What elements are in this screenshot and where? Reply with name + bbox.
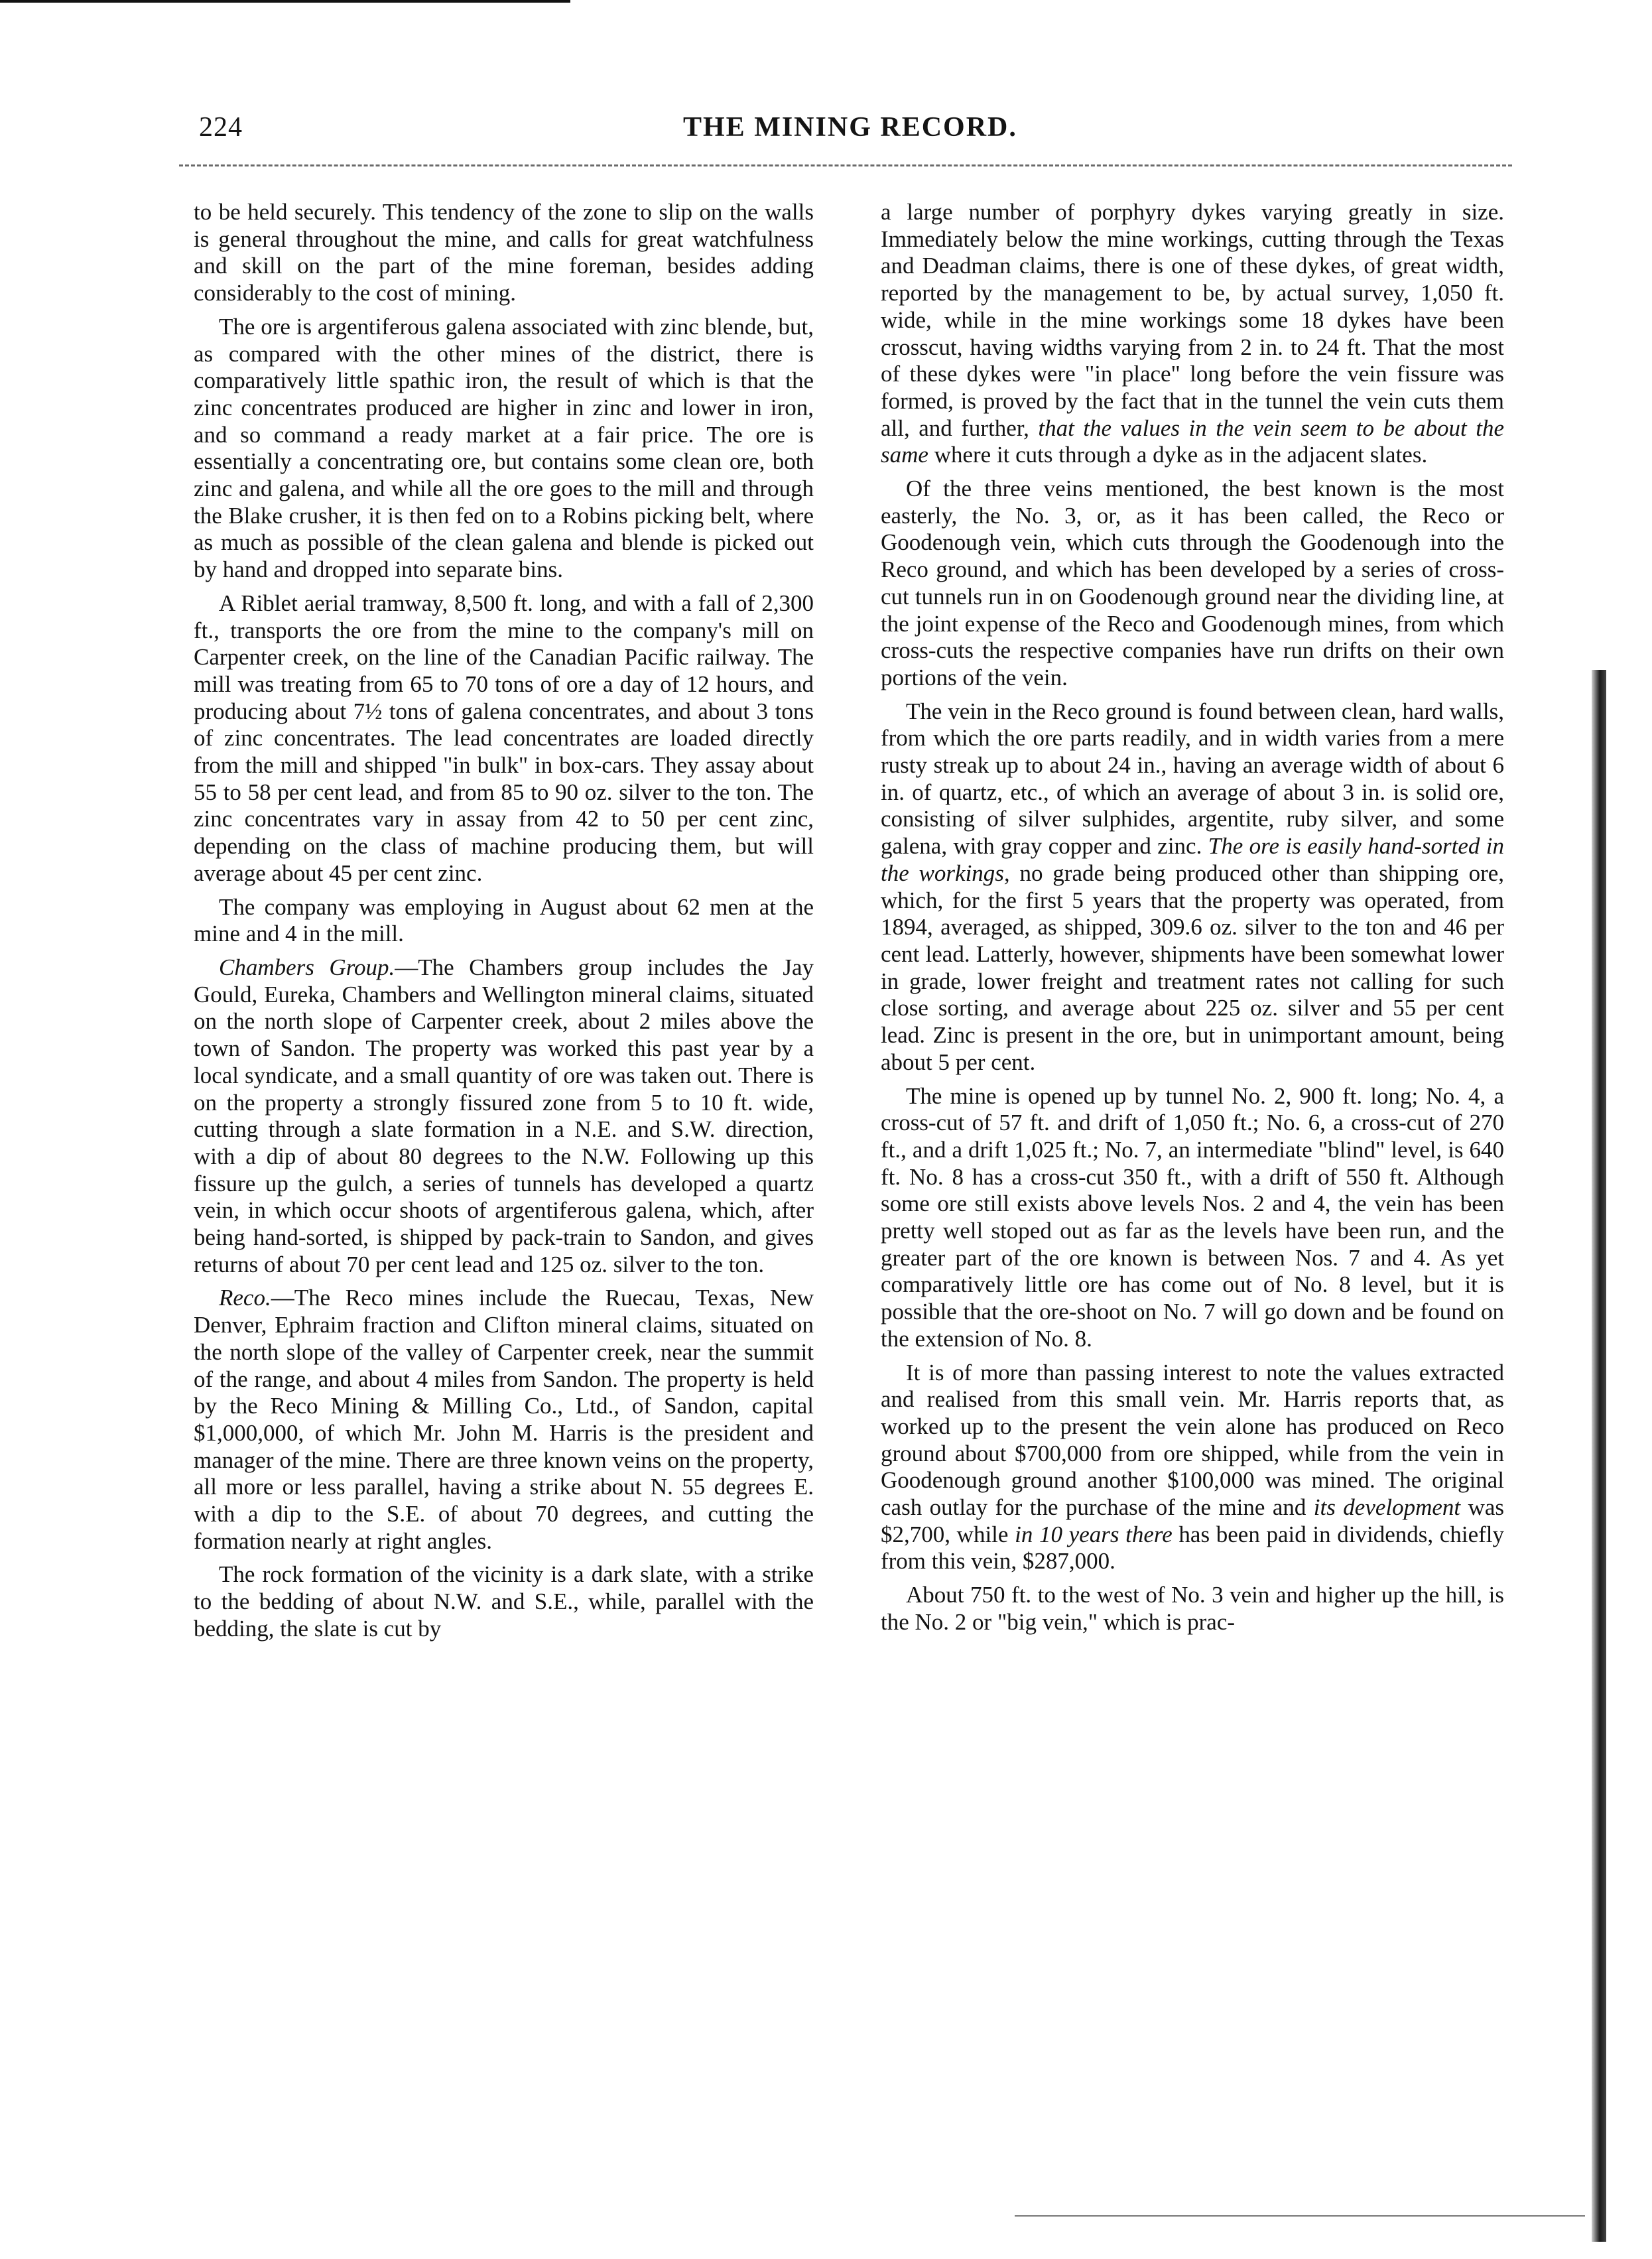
italic-text: its development <box>1313 1494 1461 1521</box>
paragraph-chambers-group <box>194 954 814 1278</box>
paragraph: The rock formation of the vicinity is a dark slate, with a strike to the bedding of about N.W. and S.E., while, parallel with the bedding, the slate is cut by <box>194 1561 814 1642</box>
page-number: 224 <box>199 112 243 143</box>
paragraph <box>881 1360 1504 1576</box>
paragraph: The ore is argentiferous galena associated with zinc blende, but, as compared with the other mines of the district, there is comparatively little spathic iron, the result of which is that the zinc concentrates produced are higher in zinc and lower in iron, and so command a ready market at a fair price. The ore is essentially a concentrating ore, but contains some clean ore, both zinc and galena, and while all the ore goes to the mill and through the Blake crusher, it is then fed on to a Robins picking belt, where as much as possible of the clean galena and blende is picked out by hand and dropped into separate bins. <box>194 313 814 583</box>
text-run: a large number of porphyry dykes varying greatly in size. Immediately below the mine workings, cutting through the Texas and Deadman claims, there is one of these dykes, of great width, reported by the management to be, by actual survey, 1,050 ft. wide, while in the mine workings some 18 dykes have been crosscut, having widths varying from 2 in. to 24 ft. That the most of these dykes were "in place" long before the vein fissure was formed, is proved by the fact that in the tunnel the vein cuts them all, and further, <box>881 199 1504 441</box>
left-column <box>194 199 814 1649</box>
text-run: was $2,700, while <box>881 1494 1505 1547</box>
text-run: no grade being produced other than shipping ore, which, for the first 5 years that the property was operated, from 1894, averaged, as shipped, 309.6 oz. silver to the ton and 46 per cent lead. Latterly, however, shipments have been somewhat lower in grade, lower freight and treatment rates not calling for such close sorting, and average about 225 oz. silver and 55 per cent lead. Zinc is present in the ore, but in unimportant amount, being about 5 per cent. <box>881 860 1505 1075</box>
paragraph: The company was employing in August about 62 men at the mine and 4 in the mill. <box>194 893 814 947</box>
paragraph <box>881 698 1504 1076</box>
page-header <box>199 111 1247 151</box>
paragraph <box>881 199 1504 469</box>
header-rule <box>179 164 1512 166</box>
page-edge-shadow <box>1592 670 1606 2242</box>
paragraph-body: —The Chambers group includes the Jay Gould, Eureka, Chambers and Wellington mineral claims, situated on the north slope of Carpenter creek, about 2 miles above the town of Sandon. The property was worked this past year by a local syndicate, and a small quantity of ore was taken out. There is on the property a strongly fissured zone from 5 to 10 ft. wide, cutting through a slate formation in a N.E. and S.W. direction, with a dip of about 80 degrees to the N.W. Following up this fissure up the gulch, a series of tunnels has developed a quartz vein, in which occur shoots of argentiferous galena, which, after being hand-sorted, is shipped by pack-train to Sandon, and gives returns of about 70 per cent lead and 125 oz. silver to the ton. <box>194 954 814 1277</box>
right-column <box>881 199 1504 1643</box>
paragraph: A Riblet aerial tramway, 8,500 ft. long, and with a fall of 2,300 ft., transports the ore from the mine to the company's mill on Carpenter creek, on the line of the Canadian Pacific railway. The mill was treating from 65 to 70 tons of ore a day of 12 hours, and producing about 7½ tons of galena concentrates, and about 3 tons of zinc concentrates. The lead concentrates are loaded directly from the mill and shipped "in bulk" in box-cars. They assay about 55 to 58 per cent lead, and from 85 to 90 oz. silver to the ton. The zinc concentrates vary in assay from 42 to 50 per cent zinc, depending on the class of machine producing them, but will average about 45 per cent zinc. <box>194 590 814 886</box>
paragraph-reco <box>194 1285 814 1555</box>
journal-title: THE MINING RECORD. <box>683 112 1017 143</box>
paragraph: to be held securely. This tendency of the zone to slip on the walls is general throughout the mine, and calls for great watchfulness and skill on the part of the mine foreman, besides adding considerably to the cost of mining. <box>194 199 814 306</box>
text-run: where it cuts through a dyke as in the adjacent slates. <box>928 442 1428 468</box>
text-run: The vein in the Reco ground is found between clean, hard walls, from which the ore parts readily, and in width varies from a mere rusty streak up to about 24 in., having an average width of about 6 in. of quartz, etc., of which an average of about 3 in. is solid ore, consisting of silver sulphides, argentite, ruby silver, and some galena, with gray copper and zinc. <box>881 698 1504 860</box>
section-heading-reco: Reco. <box>219 1285 271 1311</box>
italic-text: The ore is easily hand-sorted in the workings, <box>881 833 1505 886</box>
text-run: It is of more than passing interest to note the values extracted and realised from this small vein. Mr. Harris reports that, as worked up to the present the vein alone has produced on Reco ground about $700,000 from ore shipped, while from the vein in Goodenough ground another $100,000 was mined. The original cash outlay for the purchase of the mine and <box>881 1359 1504 1521</box>
bottom-rule <box>1015 2215 1585 2217</box>
text-run: has been paid in dividends, chiefly from this vein, $287,000. <box>881 1521 1505 1575</box>
italic-text: that the values in the vein seem to be about the same <box>881 415 1505 468</box>
section-heading-chambers-group: Chambers Group. <box>219 954 395 980</box>
paragraph-body: —The Reco mines include the Ruecau, Texas, New Denver, Ephraim fraction and Clifton mineral claims, situated on the north slope of the valley of Carpenter creek, near the summit of the range, and about 4 miles from Sandon. The property is held by the Reco Mining & Milling Co., Ltd., of Sandon, capital $1,000,000, of which Mr. John M. Harris is the president and manager of the mine. There are three known veins on the property, all more or less parallel, having a strike about N. 55 degrees E. with a dip to the S.E. of about 70 degrees, and cutting the formation nearly at right angles. <box>194 1285 814 1554</box>
top-edge-rule <box>0 0 570 3</box>
italic-text: in 10 years there <box>1015 1521 1173 1547</box>
paragraph: About 750 ft. to the west of No. 3 vein and higher up the hill, is the No. 2 or "big vein," which is prac- <box>881 1582 1504 1635</box>
paragraph: The mine is opened up by tunnel No. 2, 900 ft. long; No. 4, a cross-cut of 57 ft. and drift of 1,050 ft.; No. 6, a cross-cut of 270 ft., and a drift 1,025 ft.; No. 7, an intermediate "blind" level, is 640 ft. No. 8 has a cross-cut 350 ft., with a drift of 550 ft. Although some ore still exists above levels Nos. 2 and 4, the vein has been pretty well stoped out as far as the levels have been run, and the greater part of the ore known is between Nos. 7 and 4. As yet comparatively little ore has come out of No. 8 level, but it is possible that the ore-shoot on No. 7 will go down and be found on the extension of No. 8. <box>881 1082 1504 1352</box>
paragraph: Of the three veins mentioned, the best known is the most easterly, the No. 3, or, as it has been called, the Reco or Goodenough vein, which cuts through the Goodenough into the Reco ground, and which has been developed by a series of cross-cut tunnels run in on Goodenough ground near the dividing line, at the joint expense of the Reco and Goodenough mines, from which cross-cuts the respective companies have run drifts on their own portions of the vein. <box>881 476 1504 690</box>
